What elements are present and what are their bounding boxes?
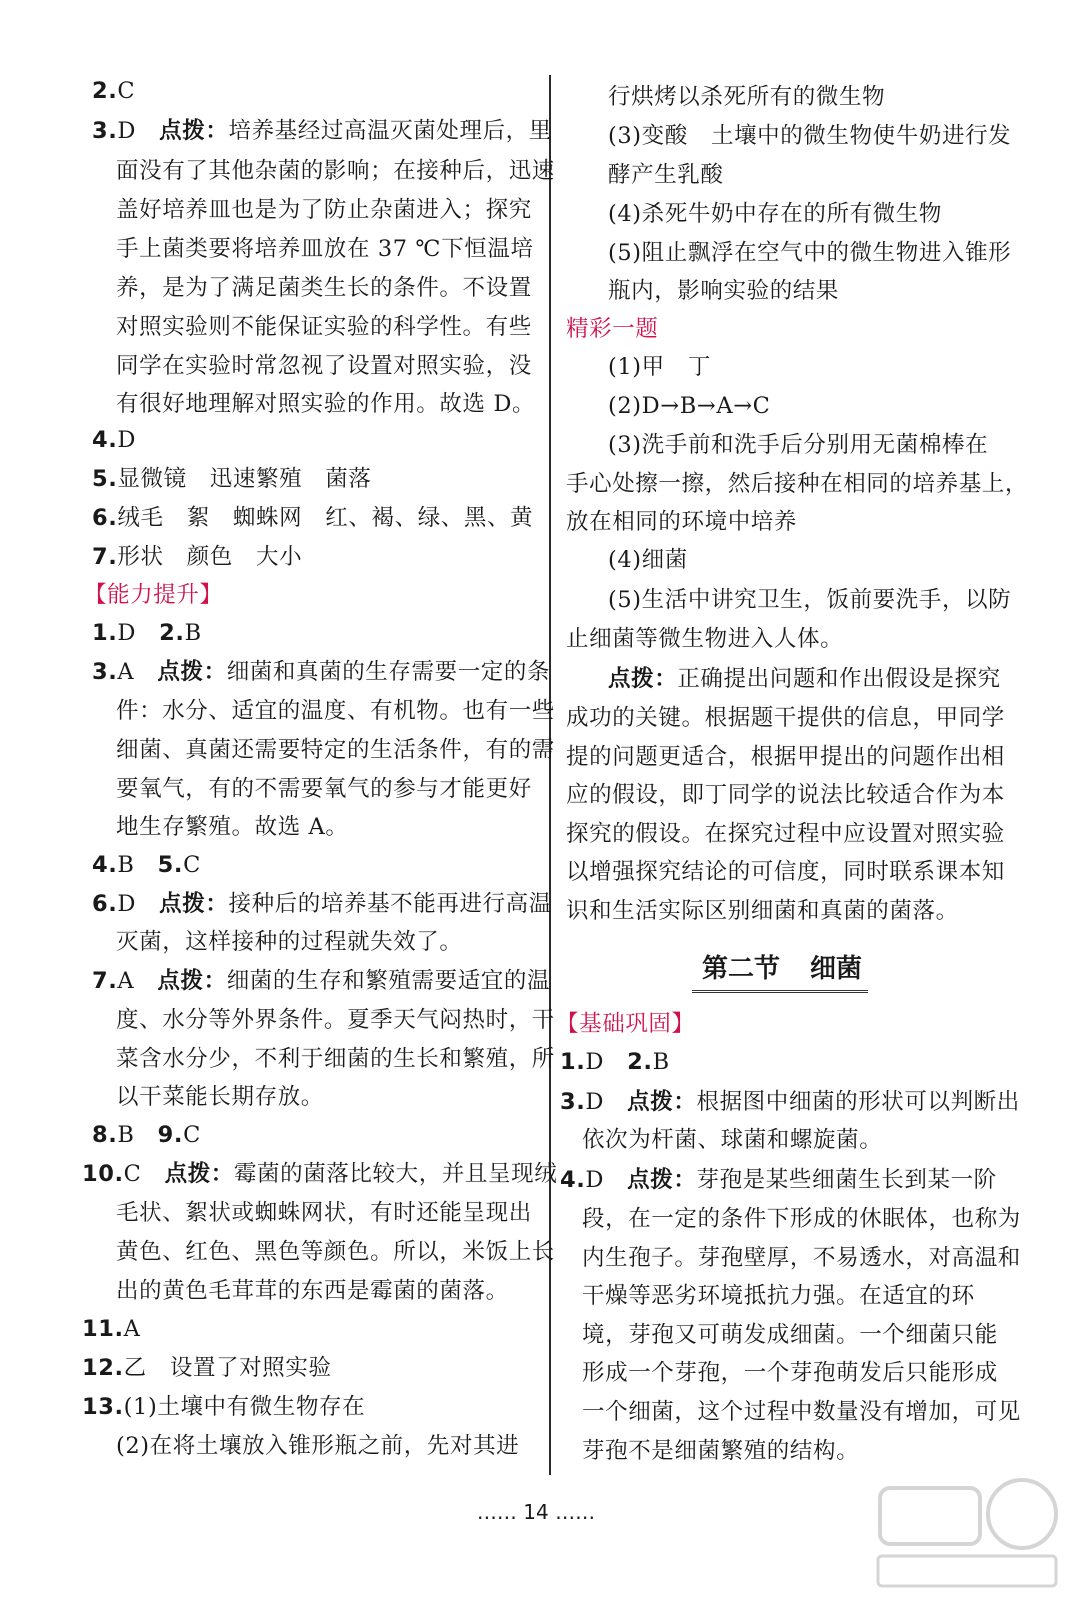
answer-a11: 11.A xyxy=(82,1316,141,1342)
text-line: 成功的关键。根据题干提供的信息，甲同学 xyxy=(566,705,1005,731)
text-line: 地生存繁殖。故选 A。 xyxy=(116,814,349,840)
answer-a3: 3.A 点拨：细菌和真菌的生存需要一定的条 xyxy=(92,659,551,685)
page-number: …… 14 …… xyxy=(476,1500,596,1524)
text-line: 手上菌类要将培养皿放在 37 ℃下恒温培 xyxy=(116,236,534,262)
text-line: 行烘烤以杀死所有的微生物 xyxy=(608,84,886,110)
text-line: (2)在将土壤放入锥形瓶之前，先对其进 xyxy=(116,1433,520,1459)
text-line: 探究的假设。在探究过程中应设置对照实验 xyxy=(566,821,1005,847)
text-line: (4)细菌 xyxy=(608,547,688,573)
section-title-number: 第二节 xyxy=(702,954,781,984)
text-line: 以增强探究结论的可信度，同时联系课本知 xyxy=(566,859,1005,885)
section-title-name: 细菌 xyxy=(810,954,863,984)
text-line: (5)阻止飘浮在空气中的微生物进入锥形 xyxy=(608,240,1012,266)
answer-q3: 3.D 点拨：培养基经过高温灭菌处理后，里 xyxy=(92,118,552,144)
text-line: 提的问题更适合，根据甲提出的问题作出相 xyxy=(566,744,1005,770)
watermark-logo xyxy=(872,1472,1062,1592)
text-line: 形成一个芽孢，一个芽孢萌发后只能形成 xyxy=(582,1360,998,1386)
text-line: 酵产生乳酸 xyxy=(608,162,724,188)
text-line: 手心处擦一擦，然后接种在相同的培养基上， xyxy=(566,471,1029,497)
text-line: 要氧气，有的不需要氧气的参与才能更好 xyxy=(116,776,532,802)
text-line: 一个细菌，这个过程中数量没有增加，可见 xyxy=(582,1399,1021,1425)
text-line: 出的黄色毛茸茸的东西是霉菌的菌落。 xyxy=(116,1278,509,1304)
text-line: (3)洗手前和洗手后分别用无菌棉棒在 xyxy=(608,432,989,458)
text-line: 对照实验则不能保证实验的科学性。有些 xyxy=(116,314,532,340)
text-line: 黄色、红色、黑色等颜色。所以，米饭上长 xyxy=(116,1239,555,1265)
text-line: 件：水分、适宜的温度、有机物。也有一些 xyxy=(116,698,555,724)
text-line: 内生孢子。芽孢壁厚，不易透水，对高温和 xyxy=(582,1245,1021,1271)
answer-a7: 7.A 点拨：细菌的生存和繁殖需要适宜的温 xyxy=(92,968,551,994)
answer-q5: 5.显微镜 迅速繁殖 菌落 xyxy=(92,466,372,492)
answer-b4: 4.D 点拨：芽孢是某些细菌生长到某一阶 xyxy=(560,1167,997,1193)
text-line: 面没有了其他杂菌的影响；在接种后，迅速 xyxy=(116,158,555,184)
answer-q6: 6.绒毛 絮 蜘蛛网 红、褐、绿、黑、黄 xyxy=(92,505,534,531)
text-line: (2)D→B→A→C xyxy=(608,393,771,419)
answer-a4-a5: 4.B 5.C xyxy=(92,852,201,878)
text-line: 度、水分等外界条件。夏季天气闷热时，干 xyxy=(116,1007,555,1033)
answer-q2: 2.C xyxy=(92,78,136,104)
section-basic: 【基础巩固】 xyxy=(556,1011,695,1037)
answer-q4: 4.D xyxy=(92,427,137,453)
text-line: 有很好地理解对照实验的作用。故选 D。 xyxy=(116,391,536,417)
text-line: 止细菌等微生物进入人体。 xyxy=(566,626,844,652)
text-line: 毛状、絮状或蜘蛛网状，有时还能呈现出 xyxy=(116,1200,532,1226)
text-line: 菜含水分少，不利于细菌的生长和繁殖，所 xyxy=(116,1046,555,1072)
text-line: 瓶内，影响实验的结果 xyxy=(608,278,840,304)
text-line: 干燥等恶劣环境抵抗力强。在适宜的环 xyxy=(582,1283,975,1309)
text-line: (3)变酸 土壤中的微生物使牛奶进行发 xyxy=(608,123,1012,149)
text-line: 段，在一定的条件下形成的休眠体，也称为 xyxy=(582,1206,1021,1232)
text-line: (4)杀死牛奶中存在的所有微生物 xyxy=(608,201,942,227)
answer-a12: 12.乙 设置了对照实验 xyxy=(82,1355,332,1381)
text-line: 盖好培养皿也是为了防止杂菌进入；探究 xyxy=(116,197,532,223)
text-line: 细菌、真菌还需要特定的生活条件，有的需 xyxy=(116,737,555,763)
text-line: 同学在实验时常忽视了设置对照实验，没 xyxy=(116,353,532,379)
text-line: (1)甲 丁 xyxy=(608,354,711,380)
answer-b3: 3.D 点拨：根据图中细菌的形状可以判断出 xyxy=(560,1089,1020,1115)
text-line: 境，芽孢又可萌发成细菌。一个细菌只能 xyxy=(582,1322,998,1348)
answer-b1-b2: 1.D 2.B xyxy=(560,1049,670,1075)
text-line: 依次为杆菌、球菌和螺旋菌。 xyxy=(582,1127,883,1153)
text-line: 点拨：正确提出问题和作出假设是探究 xyxy=(608,666,1001,692)
section-title xyxy=(692,944,868,993)
answer-a6: 6.D 点拨：接种后的培养基不能再进行高温 xyxy=(92,891,552,917)
answer-q7: 7.形状 颜色 大小 xyxy=(92,544,303,570)
answer-a8-a9: 8.B 9.C xyxy=(92,1122,201,1148)
text-line: 识和生活实际区别细菌和真菌的菌落。 xyxy=(566,898,959,924)
answer-a13: 13.(1)土壤中有微生物存在 xyxy=(82,1394,366,1420)
answer-a10: 10.C 点拨：霉菌的菌落比较大，并且呈现绒 xyxy=(82,1161,558,1187)
text-line: 放在相同的环境中培养 xyxy=(566,509,798,535)
text-line: (5)生活中讲究卫生，饭前要洗手，以防 xyxy=(608,587,1012,613)
answer-a1-a2: 1.D 2.B xyxy=(92,620,202,646)
text-line: 养，是为了满足菌类生长的条件。不设置 xyxy=(116,275,532,301)
text-line: 以干菜能长期存放。 xyxy=(116,1084,324,1110)
section-jingcai: 精彩一题 xyxy=(566,316,659,342)
section-ability: 【能力提升】 xyxy=(84,582,223,608)
text-line: 芽孢不是细菌繁殖的结构。 xyxy=(582,1438,860,1464)
text-line: 应的假设，即丁同学的说法比较适合作为本 xyxy=(566,782,1005,808)
text-line: 灭菌，这样接种的过程就失效了。 xyxy=(116,929,463,955)
